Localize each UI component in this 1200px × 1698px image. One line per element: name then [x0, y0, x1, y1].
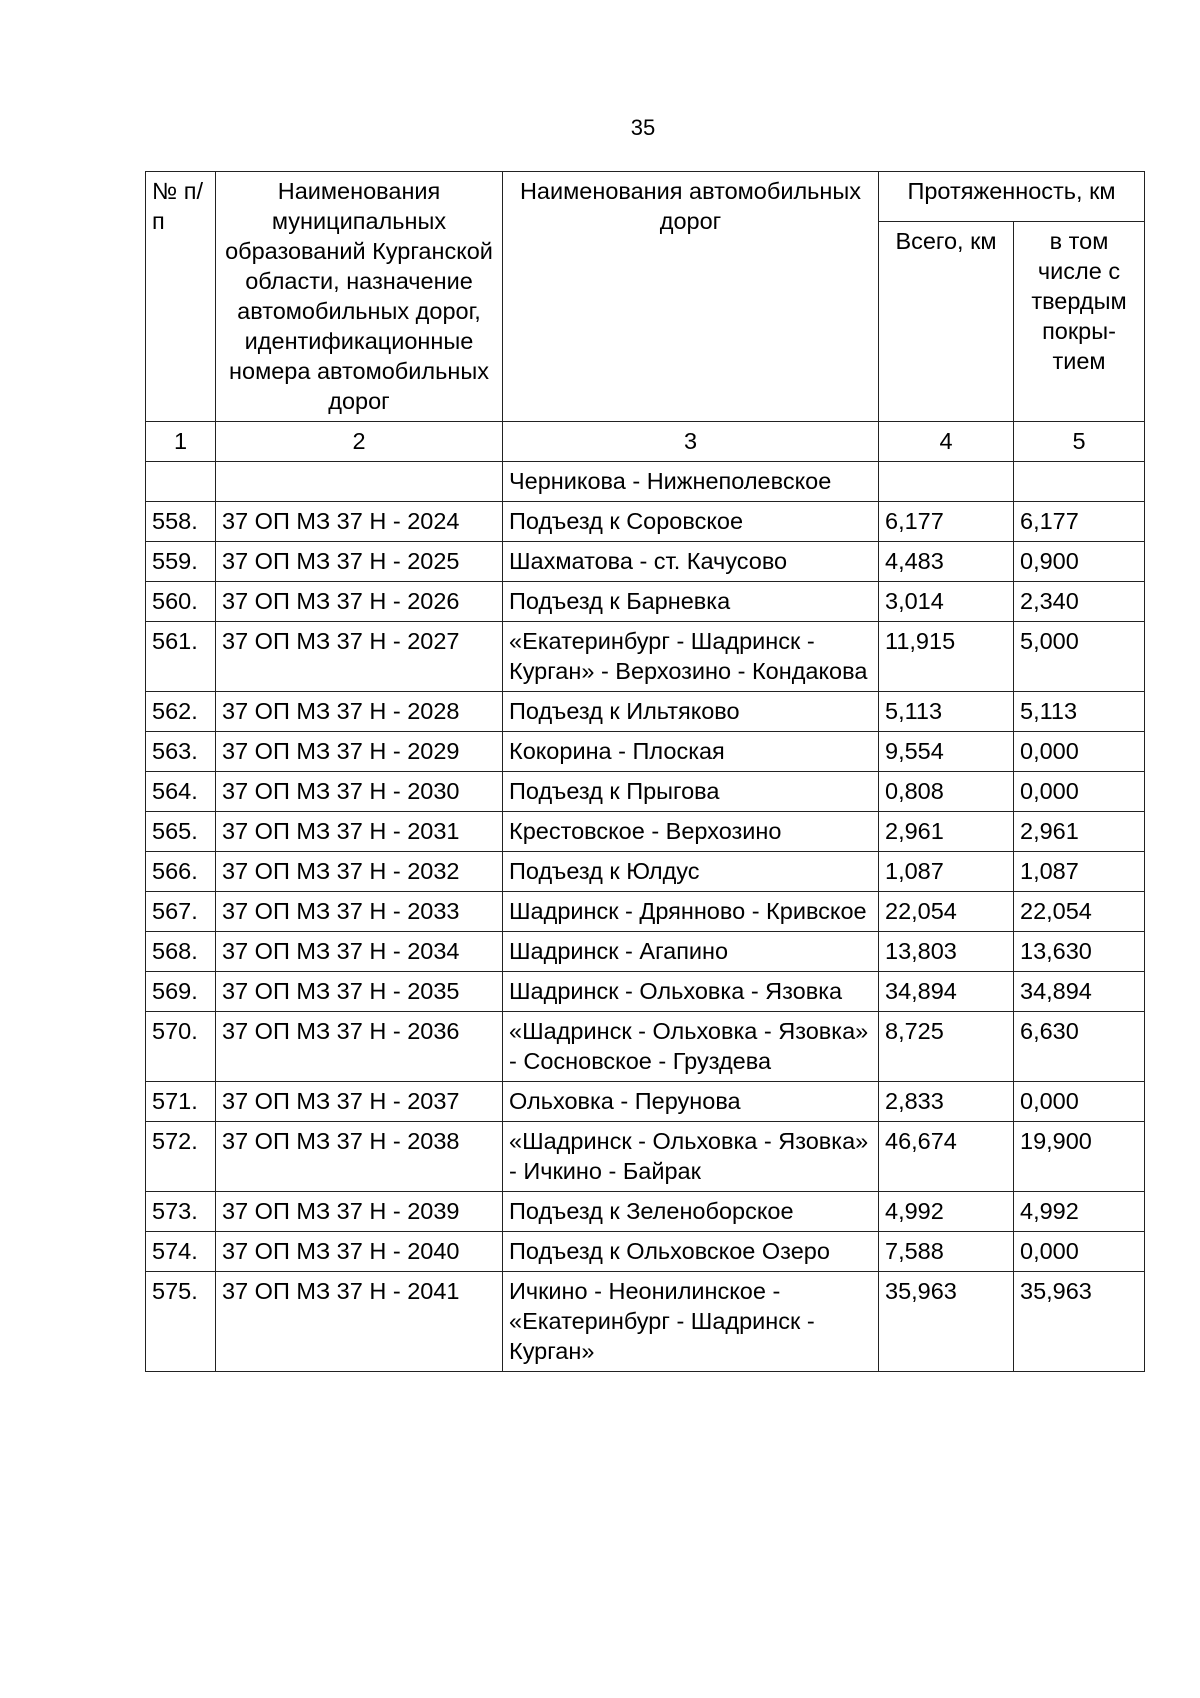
cell-road-name: Шадринск - Агапино	[503, 932, 879, 972]
column-index-cell: 4	[879, 422, 1014, 462]
cell-road-name: Кокорина - Плоская	[503, 732, 879, 772]
cell-road-name: «Екатеринбург - Шадринск - Курган» - Верхозино - Кондакова	[503, 622, 879, 692]
cell-id: 37 ОП МЗ 37 Н - 2029	[216, 732, 503, 772]
cell-id: 37 ОП МЗ 37 Н - 2024	[216, 502, 503, 542]
cell-id: 37 ОП МЗ 37 Н - 2040	[216, 1232, 503, 1272]
header-length: Протяженность, км	[879, 172, 1145, 222]
cell-road-name: Крестовское - Верхозино	[503, 812, 879, 852]
table-row	[146, 772, 1145, 812]
cell-road-name: Ольховка - Перунова	[503, 1082, 879, 1122]
cell-paved: 13,630	[1014, 932, 1145, 972]
cell-paved: 6,630	[1014, 1012, 1145, 1082]
table-row	[146, 852, 1145, 892]
cell-id: 37 ОП МЗ 37 Н - 2039	[216, 1192, 503, 1232]
cell-road-name: «Шадринск - Ольховка - Язовка» - Сосновское - Груздева	[503, 1012, 879, 1082]
cell-paved: 22,054	[1014, 892, 1145, 932]
cell-total: 0,808	[879, 772, 1014, 812]
cell-num: 575.	[146, 1272, 216, 1372]
table-row	[146, 1082, 1145, 1122]
table-row	[146, 1232, 1145, 1272]
cell-num: 564.	[146, 772, 216, 812]
cell-id: 37 ОП МЗ 37 Н - 2033	[216, 892, 503, 932]
cell-total: 13,803	[879, 932, 1014, 972]
table-row	[146, 1272, 1145, 1372]
cell-id	[216, 462, 503, 502]
cell-total: 8,725	[879, 1012, 1014, 1082]
cell-paved: 6,177	[1014, 502, 1145, 542]
cell-total: 4,483	[879, 542, 1014, 582]
cell-road-name: Черникова - Нижнеполевское	[503, 462, 879, 502]
table-row	[146, 1012, 1145, 1082]
cell-paved: 0,000	[1014, 1082, 1145, 1122]
cell-total: 2,833	[879, 1082, 1014, 1122]
cell-id: 37 ОП МЗ 37 Н - 2037	[216, 1082, 503, 1122]
cell-total: 34,894	[879, 972, 1014, 1012]
cell-id: 37 ОП МЗ 37 Н - 2028	[216, 692, 503, 732]
cell-paved: 0,000	[1014, 1232, 1145, 1272]
cell-id: 37 ОП МЗ 37 Н - 2035	[216, 972, 503, 1012]
cell-paved: 34,894	[1014, 972, 1145, 1012]
cell-road-name: Подъезд к Соровское	[503, 502, 879, 542]
cell-total: 1,087	[879, 852, 1014, 892]
header-municipality: Наименования муниципальных образований Курганской области, назначение автомобильных дорог, идентификационные номера автомобильных дорог	[216, 172, 503, 422]
cell-num: 565.	[146, 812, 216, 852]
cell-num: 573.	[146, 1192, 216, 1232]
header-row	[146, 172, 1145, 222]
cell-road-name: Подъезд к Прыгова	[503, 772, 879, 812]
header-num: № п/п	[146, 172, 216, 422]
cell-paved: 0,900	[1014, 542, 1145, 582]
cell-paved: 1,087	[1014, 852, 1145, 892]
table-row	[146, 732, 1145, 772]
column-index-cell: 3	[503, 422, 879, 462]
cell-paved: 5,113	[1014, 692, 1145, 732]
cell-id: 37 ОП МЗ 37 Н - 2041	[216, 1272, 503, 1372]
cell-total: 35,963	[879, 1272, 1014, 1372]
cell-id: 37 ОП МЗ 37 Н - 2036	[216, 1012, 503, 1082]
cell-id: 37 ОП МЗ 37 Н - 2034	[216, 932, 503, 972]
table-row	[146, 812, 1145, 852]
cell-road-name: Подъезд к Зеленоборское	[503, 1192, 879, 1232]
cell-road-name: Подъезд к Ольховское Озеро	[503, 1232, 879, 1272]
cell-road-name: Подъезд к Барневка	[503, 582, 879, 622]
cell-road-name: Шадринск - Дрянново - Кривское	[503, 892, 879, 932]
cell-road-name: Подъезд к Юлдус	[503, 852, 879, 892]
cell-total: 6,177	[879, 502, 1014, 542]
table-row	[146, 972, 1145, 1012]
cell-num: 571.	[146, 1082, 216, 1122]
cell-num: 572.	[146, 1122, 216, 1192]
column-index-cell: 5	[1014, 422, 1145, 462]
table-row	[146, 692, 1145, 732]
header-paved: в том числе с твердым покры-тием	[1014, 222, 1145, 422]
table-header	[146, 172, 1145, 462]
cell-id: 37 ОП МЗ 37 Н - 2031	[216, 812, 503, 852]
cell-total: 2,961	[879, 812, 1014, 852]
page-number: 35	[630, 115, 656, 140]
cell-id: 37 ОП МЗ 37 Н - 2026	[216, 582, 503, 622]
cell-road-name: Шадринск - Ольховка - Язовка	[503, 972, 879, 1012]
cell-num: 570.	[146, 1012, 216, 1082]
cell-paved: 19,900	[1014, 1122, 1145, 1192]
cell-total	[879, 462, 1014, 502]
cell-paved	[1014, 462, 1145, 502]
cell-total: 46,674	[879, 1122, 1014, 1192]
column-index-row	[146, 422, 1145, 462]
cell-num: 562.	[146, 692, 216, 732]
cell-road-name: Подъезд к Ильтяково	[503, 692, 879, 732]
cell-total: 3,014	[879, 582, 1014, 622]
table-row	[146, 542, 1145, 582]
table-row	[146, 502, 1145, 542]
table-row	[146, 1192, 1145, 1232]
cell-road-name: Ичкино - Неонилинское - «Екатеринбург - Шадринск - Курган»	[503, 1272, 879, 1372]
cell-paved: 5,000	[1014, 622, 1145, 692]
column-index-cell: 1	[146, 422, 216, 462]
cell-num	[146, 462, 216, 502]
cell-num: 566.	[146, 852, 216, 892]
cell-total: 5,113	[879, 692, 1014, 732]
header-total: Всего, км	[879, 222, 1014, 422]
cell-num: 561.	[146, 622, 216, 692]
cell-paved: 0,000	[1014, 732, 1145, 772]
cell-id: 37 ОП МЗ 37 Н - 2027	[216, 622, 503, 692]
cell-paved: 2,961	[1014, 812, 1145, 852]
cell-total: 11,915	[879, 622, 1014, 692]
cell-road-name: Шахматова - ст. Качусово	[503, 542, 879, 582]
cell-num: 574.	[146, 1232, 216, 1272]
cell-total: 9,554	[879, 732, 1014, 772]
table-body	[146, 462, 1145, 1372]
cell-paved: 2,340	[1014, 582, 1145, 622]
cell-total: 4,992	[879, 1192, 1014, 1232]
cell-road-name: «Шадринск - Ольховка - Язовка» - Ичкино - Байрак	[503, 1122, 879, 1192]
cell-id: 37 ОП МЗ 37 Н - 2032	[216, 852, 503, 892]
cell-num: 558.	[146, 502, 216, 542]
table-row	[146, 932, 1145, 972]
cell-num: 563.	[146, 732, 216, 772]
cell-id: 37 ОП МЗ 37 Н - 2030	[216, 772, 503, 812]
table-row	[146, 892, 1145, 932]
cell-paved: 4,992	[1014, 1192, 1145, 1232]
column-index-cell: 2	[216, 422, 503, 462]
table-row	[146, 1122, 1145, 1192]
cell-num: 569.	[146, 972, 216, 1012]
cell-total: 22,054	[879, 892, 1014, 932]
cell-id: 37 ОП МЗ 37 Н - 2038	[216, 1122, 503, 1192]
cell-num: 567.	[146, 892, 216, 932]
roads-table	[145, 171, 1145, 1372]
header-road-name: Наименования автомобильных дорог	[503, 172, 879, 422]
cell-num: 568.	[146, 932, 216, 972]
continuation-row	[146, 462, 1145, 502]
cell-paved: 0,000	[1014, 772, 1145, 812]
cell-num: 559.	[146, 542, 216, 582]
cell-id: 37 ОП МЗ 37 Н - 2025	[216, 542, 503, 582]
table-row	[146, 582, 1145, 622]
table-row	[146, 622, 1145, 692]
cell-total: 7,588	[879, 1232, 1014, 1272]
cell-paved: 35,963	[1014, 1272, 1145, 1372]
cell-num: 560.	[146, 582, 216, 622]
